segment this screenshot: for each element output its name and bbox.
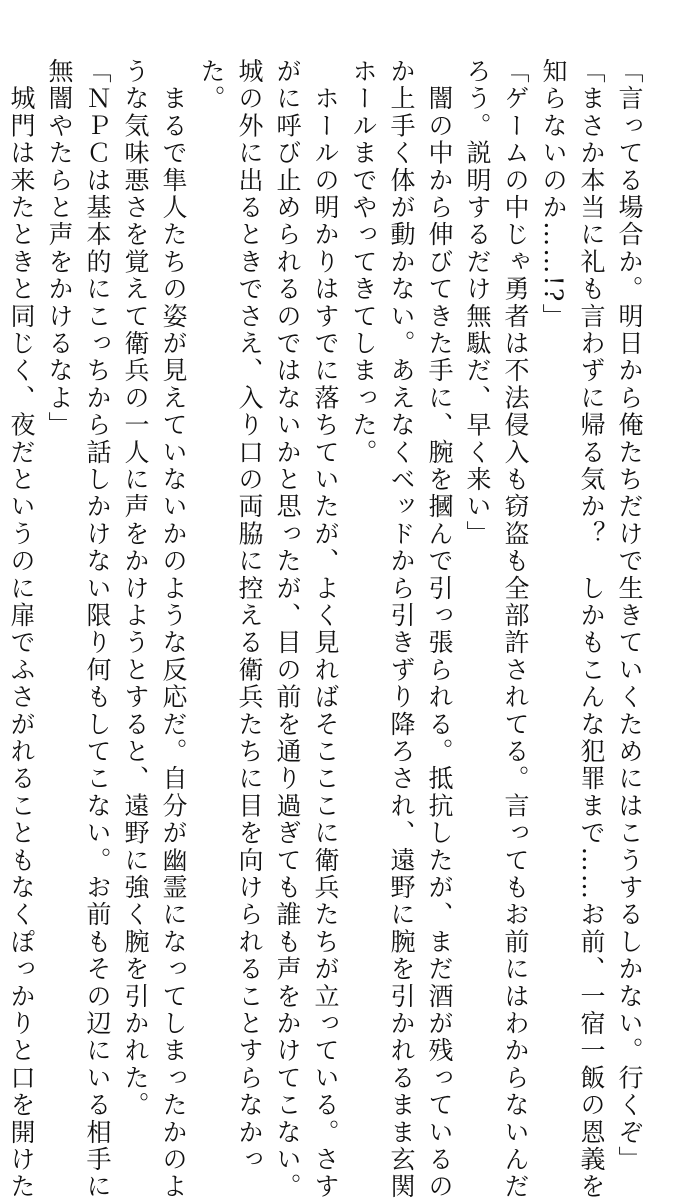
vertical-text-body (2, 58, 648, 1200)
text-line: 城門は来たときと同じく、夜だというのに扉でふさがれることもなくぽっかりと口を開けた (7, 58, 36, 1200)
text-line: 「言ってる場合か。明日から俺たちだけで生きていくためにはこうするしかない。行くぞ」 (615, 58, 644, 1174)
text-line: 「ＮＰＣは基本的にこっちから話しかけない限り何もしてこない。お前もその辺にいる相手に (83, 58, 112, 1200)
text-line: た。 (197, 58, 226, 113)
text-line: ホールの明かりはすでに落ちていたが、よく見ればそこここに衛兵たちが立っている。さす (311, 58, 340, 1200)
text-line: 闇の中から伸びてきた手に、腕を摑んで引っ張られる。抵抗したが、まだ酒が残っているの (425, 58, 454, 1200)
text-line: まるで隼人たちの姿が見えていないかのような反応だ。自分が幽霊になってしまったかのよ (159, 58, 188, 1200)
text-line: がに呼び止められるのではないかと思ったが、目の前を通り過ぎても誰も声をかけてこない。 (273, 58, 302, 1200)
text-line: か上手く体が動かない。あえなくベッドから引きずり降ろされ、遠野に腕を引かれるまま玄関 (387, 58, 416, 1200)
text-line: 知らないのか……!?」 (539, 58, 568, 331)
text-line: ろう。説明するだけ無駄だ、早く来い」 (463, 58, 492, 548)
text-line: うな気味悪さを覚えて衛兵の一人に声をかけようとすると、遠野に強く腕を引かれた。 (121, 58, 150, 1119)
text-line: 城の外に出るときでさえ、入り口の両脇に控える衛兵たちに目を向けられることすらなかっ (235, 58, 264, 1174)
text-line: 無闇やたらと声をかけるなよ」 (45, 58, 74, 439)
text-line: 「まさか本当に礼も言わずに帰る気か？ しかもこんな犯罪まで……お前、一宿一飯の恩義を (577, 58, 606, 1200)
text-line: ホールまでやってきてしまった。 (349, 58, 378, 466)
text-line: 「ゲームの中じゃ勇者は不法侵入も窃盗も全部許されてる。言ってもお前にはわからないんだ (501, 58, 530, 1200)
